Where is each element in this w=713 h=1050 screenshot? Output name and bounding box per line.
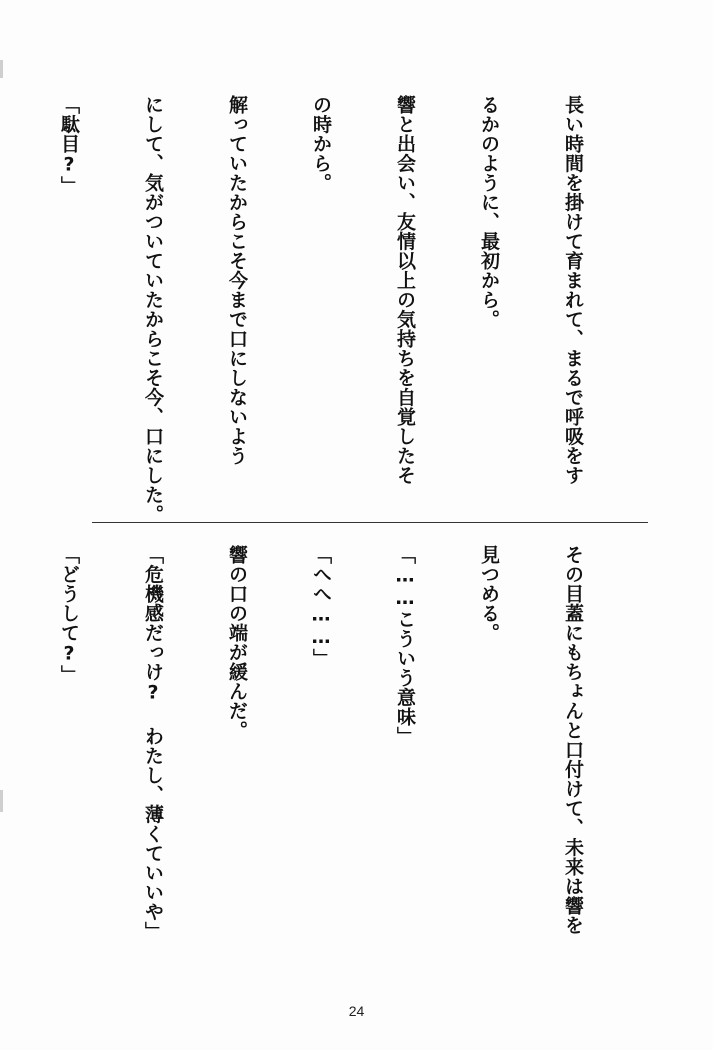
text-line: 長い時間を掛けて育まれて、まるで呼吸をす xyxy=(562,95,584,485)
text-line: 「駄目?」 xyxy=(58,95,80,196)
top-text-section xyxy=(0,95,643,524)
section-divider xyxy=(92,522,648,523)
page-number: 24 xyxy=(348,1003,365,1019)
text-line: その目蓋にもちょんと口付けて、未来は響を xyxy=(562,545,584,935)
text-line: 解っていたからこそ今まで口にしないよう xyxy=(226,95,248,466)
text-line: にして、気がついていたからこそ今、口にした。 xyxy=(142,95,164,524)
bottom-text-section xyxy=(0,545,643,965)
text-line: 「どうして?」 xyxy=(58,545,80,685)
text-line: 響と出会い、友情以上の気持ちを自覚したそ xyxy=(394,95,416,485)
text-line: 見つめる。 xyxy=(478,545,500,643)
text-line: るかのように、最初から。 xyxy=(478,95,500,329)
text-line: 響の口の端が緩んだ。 xyxy=(226,545,248,740)
text-line: 「危機感だっけ? わたし、薄くていいや」 xyxy=(142,545,164,941)
text-line: 「へへ……」 xyxy=(310,545,332,668)
scan-edge-mark xyxy=(0,60,3,78)
text-line: の時から。 xyxy=(310,95,332,193)
text-line: 「……こういう意味」 xyxy=(394,545,416,746)
